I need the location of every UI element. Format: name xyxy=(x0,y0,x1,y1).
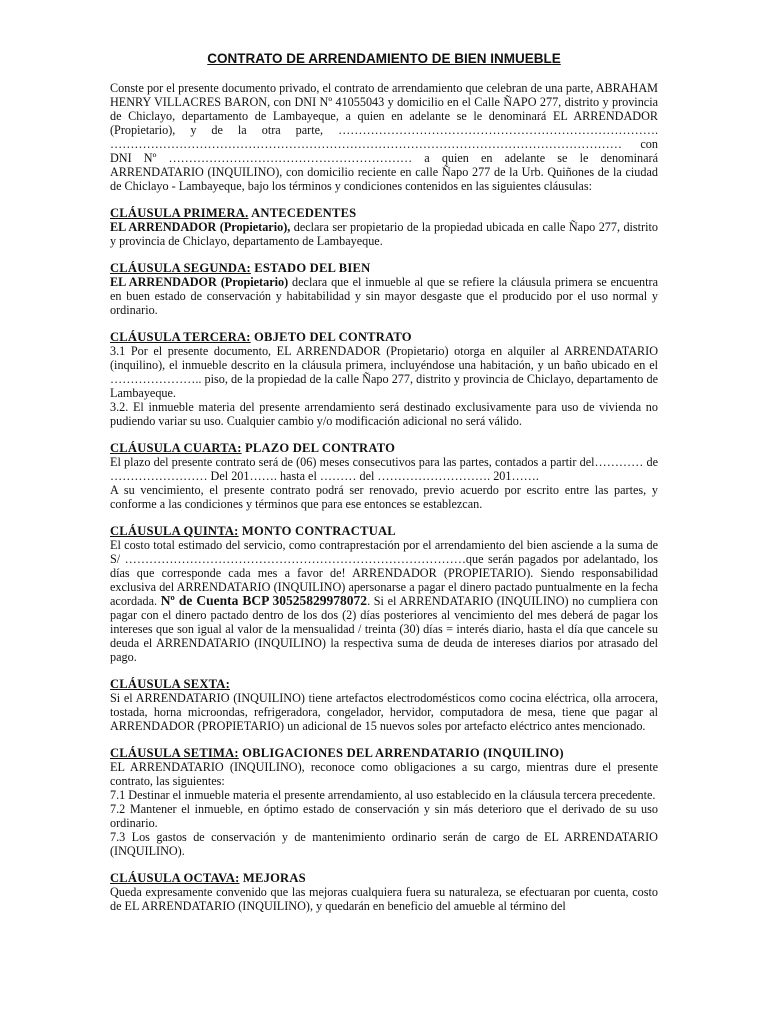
clause-3-number: CLÁUSULA TERCERA: xyxy=(110,330,251,344)
clause-2-heading xyxy=(110,261,658,275)
clause-6-heading xyxy=(110,677,658,691)
clause-6-number: CLÁUSULA SEXTA: xyxy=(110,677,230,691)
clause-4-heading xyxy=(110,441,658,455)
document-body xyxy=(110,81,658,913)
clause-5-body-b: . Si el ARRENDATARIO (INQUILINO) no cumpliera con pagar con el dinero pactado dentro de los dos (2) días posteriores al vencimiento del mes deberá de pagar los intereses que son igual al valor de la mensualidad / treinta (30) días = interés diario, hasta el día que cancele su deuda el ARRENDATARIO (INQUILINO) la respectiva suma de deuda de intereses diarios por atrasado del pago. xyxy=(110,594,659,664)
clause-7-heading xyxy=(110,746,658,760)
clause-5-title: MONTO CONTRACTUAL xyxy=(238,524,396,538)
clause-5-number: CLÁUSULA QUINTA: xyxy=(110,524,239,538)
clause-7-number: CLÁUSULA SETIMA: xyxy=(110,746,239,760)
clause-1-number: CLÁUSULA PRIMERA. xyxy=(110,206,249,220)
clause-2-text xyxy=(110,275,658,317)
document-title: CONTRATO DE ARRENDAMIENTO DE BIEN INMUEBLE xyxy=(207,51,561,66)
clause-1-text xyxy=(110,220,658,248)
clause-3-title: OBJETO DEL CONTRATO xyxy=(250,330,412,344)
clause-1-lead: EL ARRENDADOR (Propietario), xyxy=(110,220,291,234)
clause-3-heading xyxy=(110,330,658,344)
clause-8-text: Queda expresamente convenido que las mejoras cualquiera fuera su naturaleza, se efectuaran por cuenta, costo de EL ARRENDATARIO (INQUILINO), y quedarán en beneficio del amueble al término del xyxy=(110,885,658,913)
clause-4-paragraph-1: El plazo del presente contrato será de (06) meses consecutivos para las partes, contados a partir del………… de …………………… Del 201……. hasta el ……… del ………………………. 201……. xyxy=(110,455,658,483)
clause-3-paragraph-2: 3.2. El inmueble materia del presente arrendamiento será destinado exclusivamente para uso de vivienda no pudiendo variar su uso. Cualquier cambio y/o modificación adicional no será válido. xyxy=(110,400,658,428)
clause-7-item-1: 7.1 Destinar el inmueble materia el presente arrendamiento, al uso establecido en la cláusula tercera precedente. xyxy=(110,788,656,802)
clause-7-item-2: 7.2 Mantener el inmueble, en óptimo estado de conservación y sin más deterioro que el derivado de su uso ordinario. xyxy=(110,802,658,830)
clause-1-body: declara ser propietario de la propiedad ubicada en calle Ñapo 277, distrito y provincia de Chiclayo, departamento de Lambayeque. xyxy=(110,220,658,248)
clause-7-title: OBLIGACIONES DEL ARRENDATARIO (INQUILINO) xyxy=(238,746,564,760)
clause-4-number: CLÁUSULA CUARTA: xyxy=(110,441,242,455)
clause-5-text xyxy=(110,538,658,664)
intro-paragraph: Conste por el presente documento privado, el contrato de arrendamiento que celebran de una parte, ABRAHAM HENRY VILLACRES BARON, con DNI Nº 41055043 y domicilio en el Calle ÑAPO 277, distrito y provincia de Chiclayo, departamento de Lambayeque, a quien en adelante se le denominará EL ARRENDADOR (Propietario), y de la otra parte, ……………………………………………………………………. ……………………………………………………………………………………………………………… con DNI Nº …………………………………………………… a quien en adelante se le denominará ARRENDATARIO (INQUILINO), con domicilio reciente en calle Ñapo 277 de la Urb. Quiñones de la ciudad de Chiclayo - Lambayeque, bajo los términos y condiciones contenidos en las siguientes cláusulas: xyxy=(110,81,658,193)
clause-8-heading xyxy=(110,871,658,885)
clause-7-item-3: 7.3 Los gastos de conservación y de mantenimiento ordinario serán de cargo de EL ARRENDATARIO (INQUILINO). xyxy=(110,830,658,858)
clause-1-heading xyxy=(110,206,658,220)
bank-account-number: Nº de Cuenta BCP 30525829978072 xyxy=(160,593,368,608)
clause-5-heading xyxy=(110,524,658,538)
clause-5-body-a: El costo total estimado del servicio, como contraprestación por el arrendamiento del bien asciende a la suma de S/ …………………………………………………………………………que serán pagados por adelantado, los días que corresponde cada mes a favor de! ARRENDADOR (PROPIETARIO). Siendo responsabilidad exclusiva del ARRENDATARIO (INQUILINO) apersonarse a pagar el dinero pactado puntualmente en la fecha acordada. xyxy=(110,538,658,608)
clause-8-number: CLÁUSULA OCTAVA: xyxy=(110,871,240,885)
clause-3-paragraph-1: 3.1 Por el presente documento, EL ARRENDADOR (Propietario) otorga en alquiler al ARRENDATARIO (inquilino), el inmueble descrito en la cláusula primera, incluyéndose una habitación, y un baño ubicado en el ………………….. piso, de la propiedad de la calle Ñapo 277, distrito y provincia de Chiclayo, departamento de Lambayeque. xyxy=(110,344,658,400)
clause-2-title: ESTADO DEL BIEN xyxy=(250,261,371,275)
clause-4-title: PLAZO DEL CONTRATO xyxy=(241,441,396,455)
clause-1-title: ANTECEDENTES xyxy=(248,206,357,220)
clause-7-paragraph-1: EL ARRENDATARIO (INQUILINO), reconoce como obligaciones a su cargo, mientras dure el presente contrato, las siguientes: xyxy=(110,760,658,788)
clause-4-paragraph-2: A su vencimiento, el presente contrato podrá ser renovado, previo acuerdo por escrito entre las partes, y conforme a las condiciones y términos que para ese entonces se establezcan. xyxy=(110,483,658,511)
clause-2-lead: EL ARRENDADOR (Propietario) xyxy=(110,275,289,289)
clause-2-body: declara que el inmueble al que se refiere la cláusula primera se encuentra en buen estado de conservación y habitabilidad y sin mayor desgaste que el producido por el uso normal y ordinario. xyxy=(110,275,658,317)
clause-6-text: Si el ARRENDATARIO (INQUILINO) tiene artefactos electrodomésticos como cocina eléctrica, olla arrocera, tostada, horna microondas, refrigeradora, congelador, hervidor, computadora de mesa, tiene que pagar al ARRENDADOR (PROPIETARIO) un adicional de 15 nuevos soles por artefacto eléctrico antes mencionado. xyxy=(110,691,658,733)
clause-2-number: CLÁUSULA SEGUNDA: xyxy=(110,261,251,275)
clause-8-title: MEJORAS xyxy=(239,871,306,885)
